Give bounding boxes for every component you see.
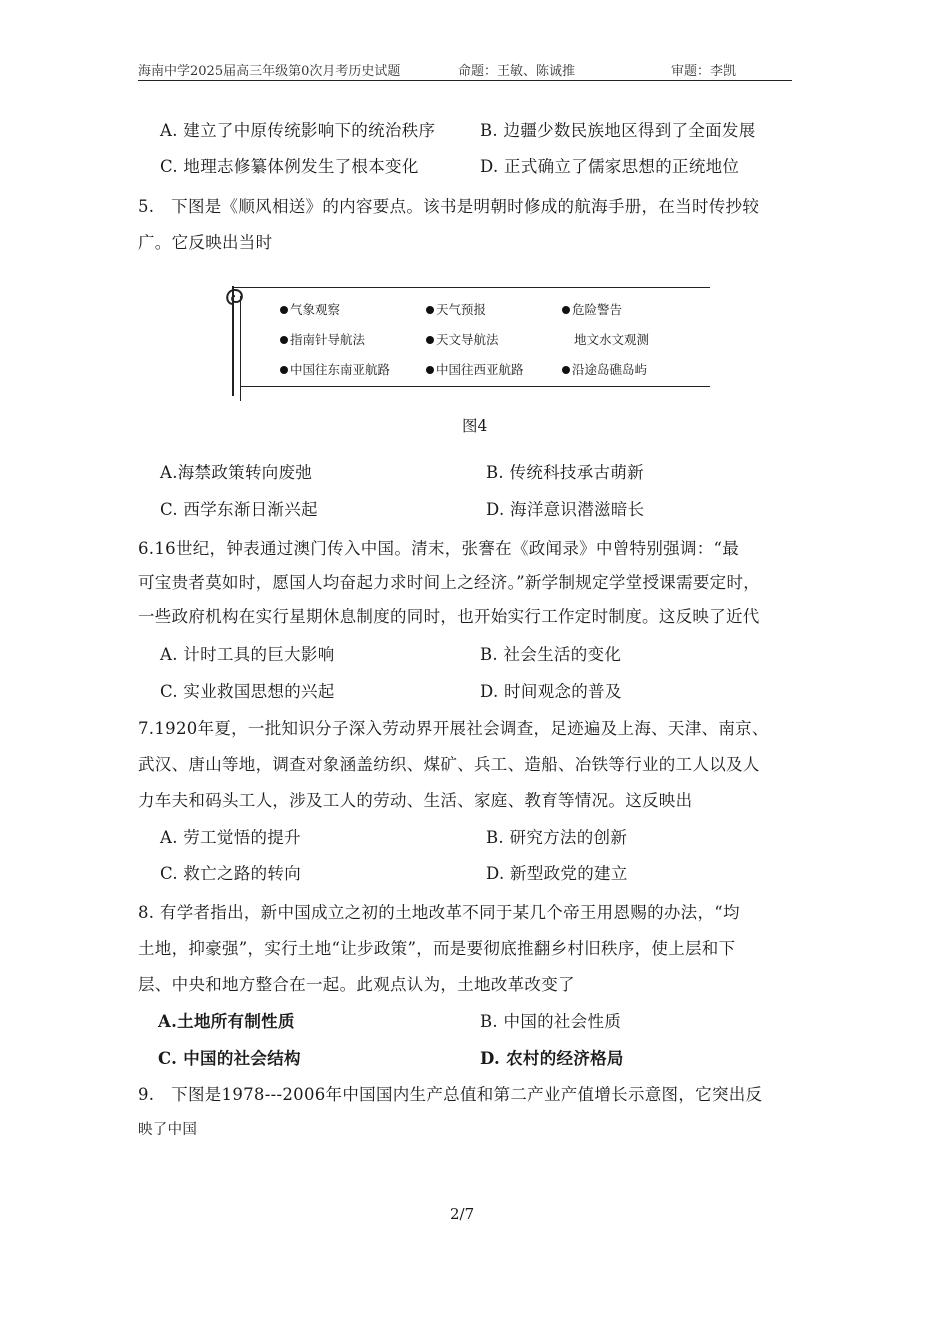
figure-item: 天文导航法	[426, 330, 499, 348]
q6-option-d: D. 时间观念的普及	[480, 682, 622, 701]
q8-option-c: C. 中国的社会结构	[158, 1049, 301, 1068]
exam-title: 海南中学2025届高三年级第0次月考历史试题	[138, 64, 401, 79]
q9-stem-line-1: 9. 下图是1978---2006年中国国内生产总值和第二产业产值增长示意图，它突出反	[138, 1085, 763, 1104]
q5-option-d: D. 海洋意识潜滋暗长	[486, 500, 645, 519]
q7-stem-line-3: 力车夫和码头工人，涉及工人的劳动、生活、家庭、教育等情况。这反映出	[138, 791, 693, 810]
scroll-rod-outer	[232, 286, 234, 396]
q7-stem-line-2: 武汉、唐山等地，调查对象涵盖纺织、煤矿、兵工、造船、冶铁等行业的工人以及人	[138, 755, 760, 774]
bullet-icon	[426, 366, 434, 374]
figure-4-scroll	[222, 286, 712, 401]
figure-4-caption: 图4	[462, 417, 488, 435]
q4-option-d: D. 正式确立了儒家思想的正统地位	[480, 157, 740, 176]
figure-item: 气象观察	[280, 300, 340, 318]
figure-item: 危险警告	[562, 300, 622, 318]
bullet-icon	[562, 306, 570, 314]
q4-option-b: B. 边疆少数民族地区得到了全面发展	[480, 121, 756, 140]
q5-option-a: A.海禁政策转向废弛	[160, 463, 313, 482]
exam-reviewer: 审题：李凯	[671, 64, 737, 79]
q7-option-b: B. 研究方法的创新	[486, 828, 628, 847]
bullet-icon	[426, 306, 434, 314]
q7-stem-line-1: 7.1920年夏，一批知识分子深入劳动界开展社会调查，足迹遍及上海、天津、南京、	[138, 719, 769, 738]
q4-option-a: A. 建立了中原传统影响下的统治秩序	[160, 121, 436, 140]
figure-item: 天气预报	[426, 300, 486, 318]
q6-option-b: B. 社会生活的变化	[480, 645, 622, 664]
q6-option-c: C. 实业救国思想的兴起	[160, 682, 335, 701]
q6-option-a: A. 计时工具的巨大影响	[160, 645, 335, 664]
q7-option-a: A. 劳工觉悟的提升	[160, 828, 301, 847]
figure-item: 中国往西亚航路	[426, 360, 524, 378]
exam-authors: 命题：王敏、陈诚推	[458, 64, 576, 79]
q8-option-d: D. 农村的经济格局	[480, 1049, 624, 1068]
figure-item: 指南针导航法	[280, 330, 365, 348]
q5-stem-line-2: 广。它反映出当时	[138, 233, 273, 252]
figure-item: 地文水文观测	[574, 332, 650, 347]
q6-stem-line-1: 6.16世纪，钟表通过澳门传入中国。清末，张謇在《政闻录》中曾特别强调：“最	[138, 539, 740, 558]
q8-stem-line-3: 层、中央和地方整合在一起。此观点认为，土地改革改变了	[138, 975, 575, 994]
bullet-icon	[562, 366, 570, 374]
q5-stem-line-1: 5. 下图是《顺风相送》的内容要点。该书是明朝时修成的航海手册，在当时传抄较	[138, 197, 760, 216]
q8-option-b: B. 中国的社会性质	[480, 1012, 622, 1031]
q6-stem-line-3: 一些政府机构在实行星期休息制度的同时，也开始实行工作定时制度。这反映了近代	[138, 607, 760, 626]
q5-option-c: C. 西学东渐日渐兴起	[160, 500, 318, 519]
bullet-icon	[280, 336, 288, 344]
page-header	[138, 60, 792, 81]
bullet-icon	[280, 306, 288, 314]
q4-option-c: C. 地理志修纂体例发生了根本变化	[160, 157, 419, 176]
q9-stem-line-2: 映了中国	[138, 1122, 198, 1138]
q8-stem-line-2: 土地，抑豪强”，实行土地“让步政策”，而是要彻底推翻乡村旧秩序，使上层和下	[138, 939, 736, 958]
q7-option-d: D. 新型政党的建立	[486, 864, 628, 883]
page-number: 2/7	[450, 1205, 475, 1223]
figure-item: 中国往东南亚航路	[280, 360, 390, 378]
scroll-curl-icon	[222, 286, 252, 316]
figure-item: 沿途岛礁岛屿	[562, 360, 647, 378]
scroll-top-line	[234, 287, 710, 288]
bullet-icon	[280, 366, 288, 374]
scroll-bottom-line	[240, 386, 710, 387]
q8-stem-line-1: 8. 有学者指出，新中国成立之初的土地改革不同于某几个帝王用恩赐的办法，“均	[138, 903, 740, 922]
q8-option-a: A.土地所有制性质	[158, 1012, 295, 1031]
bullet-icon	[426, 336, 434, 344]
q7-option-c: C. 救亡之路的转向	[160, 864, 302, 883]
q5-option-b: B. 传统科技承古萌新	[486, 463, 644, 482]
q6-stem-line-2: 可宝贵者莫如时，愿国人均奋起力求时间上之经济。”新学制规定学堂授课需要定时，	[138, 573, 761, 592]
